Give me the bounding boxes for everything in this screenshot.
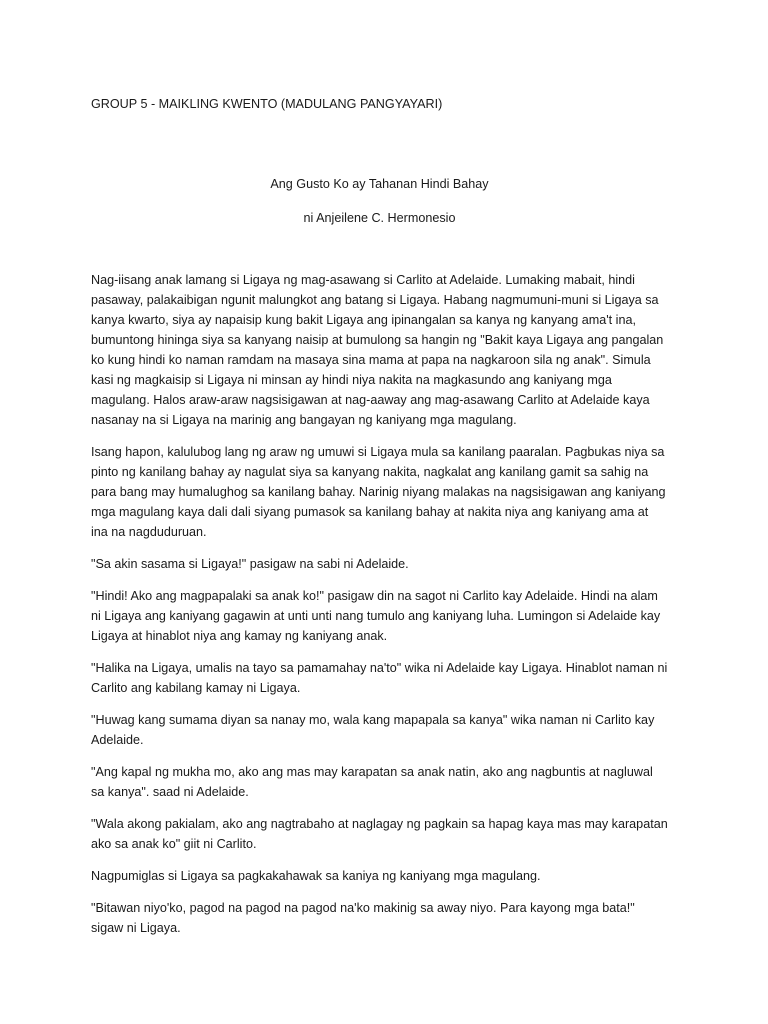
document-header: GROUP 5 - MAIKLING KWENTO (MADULANG PANGYAYARI) bbox=[91, 97, 443, 111]
paragraph: "Bitawan niyo'ko, pagod na pagod na pagod na'ko makinig sa away niyo. Para kayong mga bata!" sigaw ni Ligaya. bbox=[91, 901, 635, 935]
paragraph: Nagpumiglas si Ligaya sa pagkakahawak sa kaniya ng kaniyang mga magulang. bbox=[91, 869, 541, 883]
paragraph: "Ang kapal ng mukha mo, ako ang mas may karapatan sa anak natin, ako ang nagbuntis at nagluwal sa kanya". saad ni Adelaide. bbox=[91, 765, 653, 799]
paragraph: "Halika na Ligaya, umalis na tayo sa pamamahay na'to" wika ni Adelaide kay Ligaya. Hinablot naman ni Carlito ang kabilang kamay ni Ligaya. bbox=[91, 661, 668, 695]
paragraph: "Wala akong pakialam, ako ang nagtrabaho at naglagay ng pagkain sa hapag kaya mas may karapatan ako sa anak ko" giit ni Carlito. bbox=[91, 817, 668, 851]
story-body bbox=[91, 270, 668, 938]
paragraph: "Sa akin sasama si Ligaya!" pasigaw na sabi ni Adelaide. bbox=[91, 557, 409, 571]
paragraph: "Huwag kang sumama diyan sa nanay mo, wala kang mapapala sa kanya" wika naman ni Carlito kay Adelaide. bbox=[91, 713, 655, 747]
story-title: Ang Gusto Ko ay Tahanan Hindi Bahay bbox=[270, 177, 489, 191]
story-author: ni Anjeilene C. Hermonesio bbox=[303, 211, 456, 225]
paragraph: Isang hapon, kalulubog lang ng araw ng umuwi si Ligaya mula sa kanilang paaralan. Pagbukas niya sa pinto ng kanilang bahay ay nagulat siya sa kanyang nakita, nagkalat ang kanilang gamit sa sahig na para bang may humalughog sa kanilang bahay. Narinig niyang malakas na nagsisigawan ang kaniyang mga magulang kaya dali dali siyang pumasok sa kanilang bahay at nakita niya ang kaniyang ama at ina na nagduduruan. bbox=[91, 445, 666, 539]
paragraph: "Hindi! Ako ang magpapalaki sa anak ko!" pasigaw din na sagot ni Carlito kay Adelaide. Hindi na alam ni Ligaya ang kaniyang gagawin at unti unti nang tumulo ang kaniyang luha. Lumingon si Adelaide kay Ligaya at hinablot niya ang kamay ng kaniyang anak. bbox=[91, 589, 661, 643]
paragraph: Nag-iisang anak lamang si Ligaya ng mag-asawang si Carlito at Adelaide. Lumaking mabait, hindi pasaway, palakaibigan ngunit malungkot ang batang si Ligaya. Habang nagmumuni-muni si Ligaya sa kanya kwarto, siya ay napaisip kung bakit Ligaya ang ipinangalan sa kanya ng kanyang ama't ina, bumuntong hininga siya sa kanyang naisip at bumulong sa hangin ng "Bakit kaya Ligaya ang pangalan ko kung hindi ko naman ramdam na masaya sina mama at papa na nagkaroon sila ng anak". Simula kasi ng magkaisip si Ligaya ni minsan ay hindi niya nakita na magkasundo ang kaniyang mga magulang. Halos araw-araw nagsisigawan at nag-aaway ang mag-asawang Carlito at Adelaide kaya nasanay na si Ligaya na marinig ang bangayan ng kaniyang mga magulang. bbox=[91, 273, 664, 427]
